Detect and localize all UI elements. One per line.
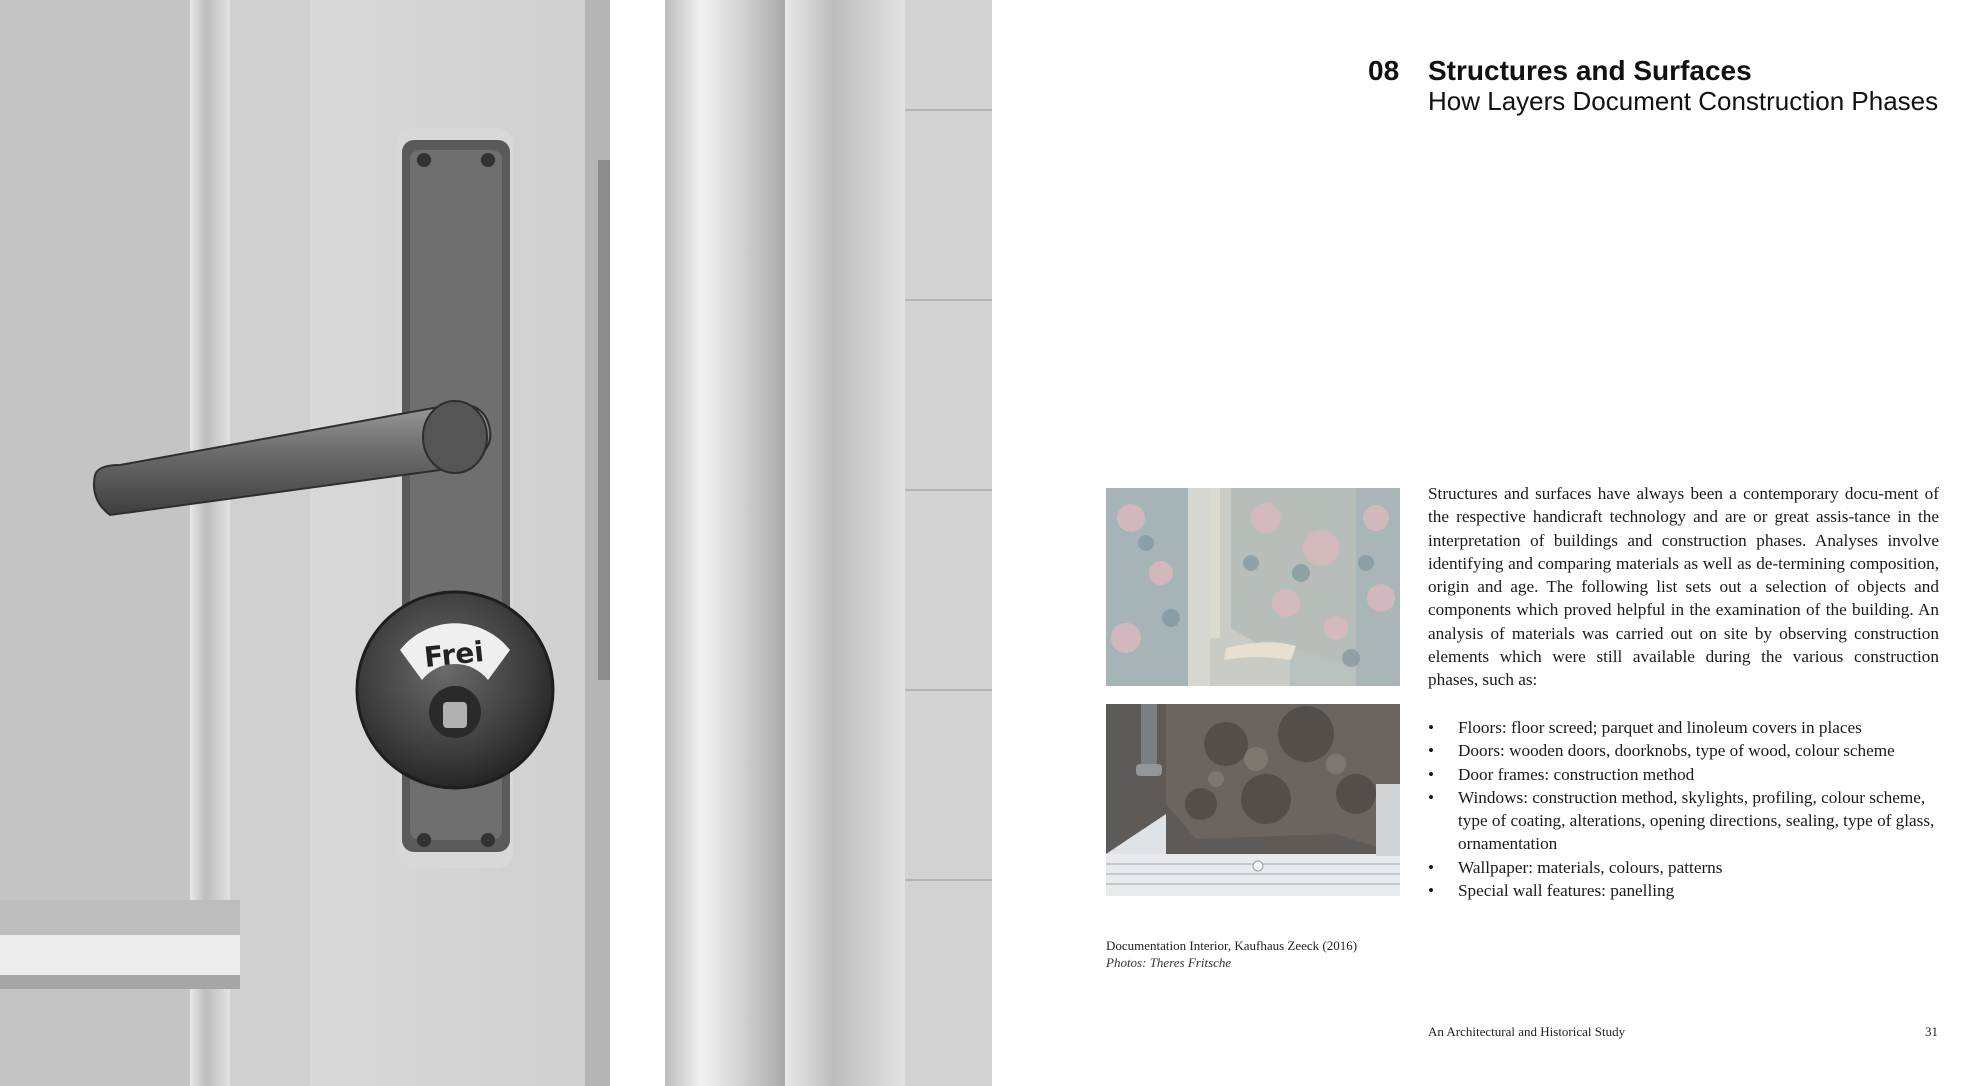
list-item [1428, 763, 1948, 786]
bullet-icon: • [1428, 718, 1435, 737]
list-item [1428, 856, 1948, 879]
caption-credit: Photos: Theres Fritsche [1106, 955, 1232, 970]
list-item-text: Door frames: construction method [1458, 764, 1695, 784]
photo-caption [1106, 937, 1357, 971]
list-item [1428, 739, 1948, 762]
chapter-subtitle: How Layers Document Construction Phases [1428, 86, 1939, 116]
body-paragraph: Structures and surfaces have always been a contemporary docu-ment of the respective handicraft technology and are or great assis-tance in the interpretation of buildings and construction phases. Analyses involve identifying and comparing materials as well as de-termining composition, origin and age. The following list sets out a selection of objects and components which proved helpful in the examination of the building. An analysis of materials was carried out on site by observing construction elements which were still available during the various construction phases, such as: [1428, 484, 1939, 690]
chapter-number: 08 [1368, 55, 1400, 86]
list-item-text: Special wall features: panelling [1458, 881, 1675, 901]
list-item-text: Windows: construction method, skylights, profiling, colour scheme, type of coating, alterations, opening directions, sealing, type of glass, ornamentation [1458, 787, 1935, 854]
ceiling-wall-photo [1106, 704, 1400, 896]
chapter-title: Structures and Surfaces [1428, 55, 1752, 86]
list-item-text: Doors: wooden doors, doorknobs, type of wood, colour scheme [1458, 741, 1895, 761]
caption-title: Documentation Interior, Kaufhaus Zeeck (2016) [1106, 938, 1358, 953]
wallpaper-photo [1106, 488, 1400, 686]
list-item [1428, 879, 1948, 902]
running-footer: An Architectural and Historical Study [1428, 1024, 1626, 1039]
body-paragraph-block [1428, 482, 1939, 692]
feature-bullet-list [1428, 716, 1948, 902]
page-number: 31 [1925, 1024, 1938, 1039]
list-item-text: Floors: floor screed; parquet and linoleum covers in places [1458, 718, 1862, 737]
bullet-icon: • [1428, 881, 1435, 901]
bullet-icon: • [1428, 741, 1435, 761]
list-item [1428, 786, 1948, 856]
list-item-text: Wallpaper: materials, colours, patterns [1458, 857, 1723, 877]
bullet-icon: • [1428, 787, 1435, 807]
bullet-icon: • [1428, 764, 1435, 784]
frei-sign-label: Frei [422, 635, 486, 675]
bullet-icon: • [1428, 857, 1435, 877]
list-item [1428, 716, 1948, 739]
